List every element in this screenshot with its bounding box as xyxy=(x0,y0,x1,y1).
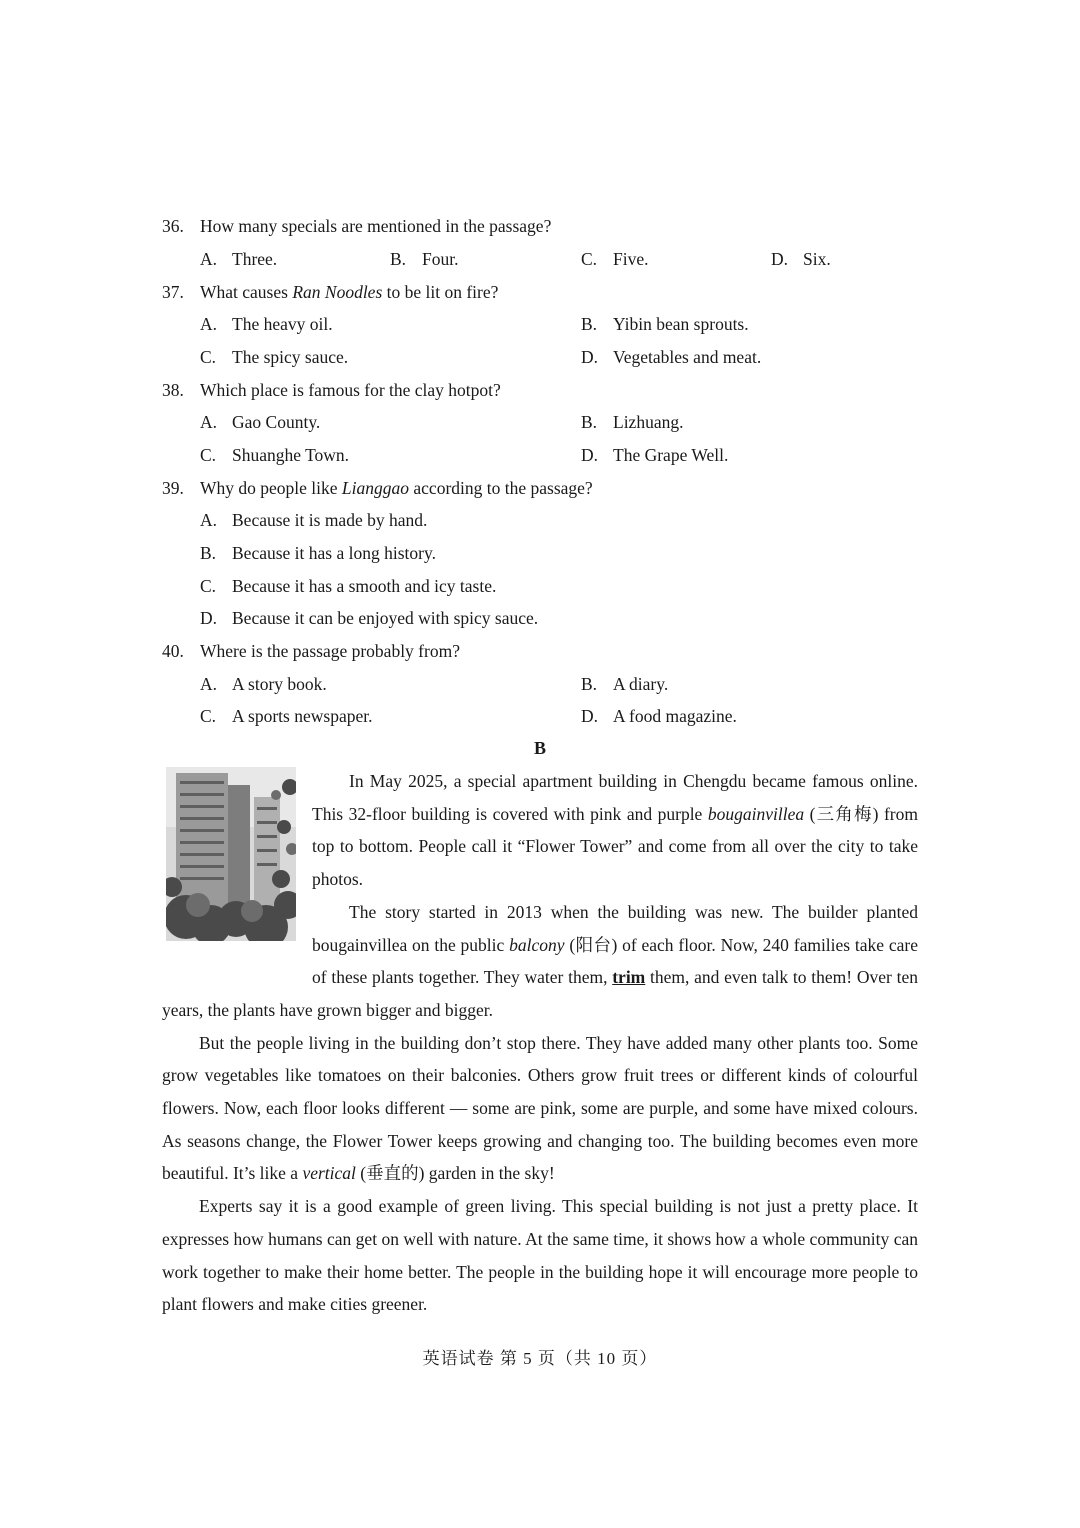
option-text: The Grape Well. xyxy=(613,445,729,465)
passage xyxy=(162,765,918,1321)
question-stem: Which place is famous for the clay hotpot? xyxy=(200,380,501,400)
option-38-d xyxy=(581,444,728,466)
question-number: 39. xyxy=(162,478,184,498)
option-text: Three. xyxy=(232,249,278,269)
option-letter: C. xyxy=(200,706,217,726)
option-39-d xyxy=(200,607,538,629)
option-letter: C. xyxy=(200,576,217,596)
option-37-a xyxy=(200,313,333,335)
option-36-b xyxy=(390,248,458,270)
passage-underlined-word: trim xyxy=(612,967,646,988)
photo-spacer xyxy=(162,765,312,963)
option-letter: A. xyxy=(200,674,218,694)
question-38 xyxy=(162,379,501,401)
option-38-a xyxy=(200,411,320,433)
option-letter: D. xyxy=(581,347,599,367)
option-text: A food magazine. xyxy=(613,706,737,726)
option-37-d xyxy=(581,346,761,368)
passage-italic-word: balcony xyxy=(509,934,565,955)
question-stem: How many specials are mentioned in the passage? xyxy=(200,216,552,236)
passage-italic-word: bougainvillea xyxy=(707,803,805,824)
option-text: The spicy sauce. xyxy=(232,347,349,367)
question-number: 37. xyxy=(162,282,184,302)
page-footer: 英语试卷 第 5 页（共 10 页） xyxy=(422,1349,658,1368)
option-36-c xyxy=(581,248,649,270)
option-letter: B. xyxy=(581,314,598,334)
option-text: Because it has a long history. xyxy=(232,543,436,563)
option-39-c xyxy=(200,575,496,597)
option-text: A diary. xyxy=(613,674,669,694)
option-text: Because it has a smooth and icy taste. xyxy=(232,576,497,596)
question-39 xyxy=(162,477,593,499)
passage-paragraph-3 xyxy=(162,1027,918,1191)
question-number: 38. xyxy=(162,380,184,400)
passage-text: Experts say it is a good example of green living. This special building is not just a pretty place. It expresses how humans can get on well with nature. At the same time, it shows how a whole community can work together to make their home better. The people in the building hope it will encourage more people to plant flowers and make cities greener. xyxy=(162,1196,918,1315)
question-stem-part: according to the passage? xyxy=(409,478,593,498)
passage-paragraph-4 xyxy=(162,1190,918,1321)
question-number: 36. xyxy=(162,216,184,236)
option-37-b xyxy=(581,313,749,335)
option-letter: C. xyxy=(200,347,217,367)
passage-text: But the people living in the building don’t stop there. They have added many other plants too. Some grow vegetables like tomatoes on their balconies. Others grow fruit trees or different kinds of colourful flowers. Now, each floor looks different — some are pink, some are purple, and some have mixed colours. As seasons change, the Flower Tower keeps growing and changing too. The building becomes even more beautiful. It’s like a xyxy=(162,1032,918,1184)
question-stem-part: What causes xyxy=(200,282,293,302)
option-39-b xyxy=(200,542,436,564)
option-letter: C. xyxy=(581,249,598,269)
option-letter: D. xyxy=(200,608,218,628)
option-text: Lizhuang. xyxy=(613,412,684,432)
option-37-c xyxy=(200,346,348,368)
option-letter: B. xyxy=(581,674,598,694)
question-number: 40. xyxy=(162,641,184,661)
option-letter: A. xyxy=(200,412,218,432)
option-text: Six. xyxy=(803,249,831,269)
question-stem: Where is the passage probably from? xyxy=(200,641,460,661)
option-38-b xyxy=(581,411,683,433)
option-letter: A. xyxy=(200,510,218,530)
option-text: Vegetables and meat. xyxy=(613,347,762,367)
question-37 xyxy=(162,281,498,303)
option-text: A story book. xyxy=(232,674,327,694)
option-text: Yibin bean sprouts. xyxy=(613,314,749,334)
option-text: Four. xyxy=(422,249,459,269)
option-letter: A. xyxy=(200,314,218,334)
option-letter: D. xyxy=(771,249,789,269)
option-letter: B. xyxy=(200,543,217,563)
passage-text: (三角梅) from top to bottom. People call it “Flower Tower” and come from all over the city to take photos. xyxy=(312,803,918,890)
passage-text: (阳台) of each floor. Now, 240 families take care of these plants together. They water them, xyxy=(312,934,919,988)
option-letter: C. xyxy=(200,445,217,465)
question-36 xyxy=(162,215,551,237)
question-40 xyxy=(162,640,460,662)
passage-text: In May 2025, a special apartment building in Chengdu became famous online. This 32-floor building is covered with pink and purple xyxy=(312,771,918,824)
passage-italic-word: vertical xyxy=(302,1163,356,1184)
option-text: Five. xyxy=(613,249,649,269)
option-40-c xyxy=(200,705,372,727)
option-40-b xyxy=(581,673,668,695)
option-38-c xyxy=(200,444,349,466)
passage-text: them, and even talk to them! Over ten years, the plants have grown bigger and bigger. xyxy=(162,967,918,1020)
option-text: A sports newspaper. xyxy=(232,706,373,726)
option-36-a xyxy=(200,248,277,270)
option-text: Because it is made by hand. xyxy=(232,510,428,530)
question-stem-part: to be lit on fire? xyxy=(382,282,499,302)
option-text: Because it can be enjoyed with spicy sauce. xyxy=(232,608,539,628)
option-letter: A. xyxy=(200,249,218,269)
option-text: Shuanghe Town. xyxy=(232,445,350,465)
option-letter: D. xyxy=(581,445,599,465)
question-stem-italic: Lianggao xyxy=(341,478,410,498)
option-letter: D. xyxy=(581,706,599,726)
passage-text: (垂直的) garden in the sky! xyxy=(355,1163,555,1184)
option-36-d xyxy=(771,248,831,270)
option-39-a xyxy=(200,509,427,531)
option-letter: B. xyxy=(390,249,407,269)
option-text: The heavy oil. xyxy=(232,314,333,334)
question-stem-part: Why do people like xyxy=(200,478,342,498)
option-text: Gao County. xyxy=(232,412,321,432)
option-40-d xyxy=(581,705,737,727)
question-stem-italic: Ran Noodles xyxy=(292,282,383,302)
option-40-a xyxy=(200,673,327,695)
option-letter: B. xyxy=(581,412,598,432)
section-title: B xyxy=(533,738,546,758)
passage-text: The story started in 2013 when the building was new. The builder planted bougainvillea on the public xyxy=(312,901,918,955)
